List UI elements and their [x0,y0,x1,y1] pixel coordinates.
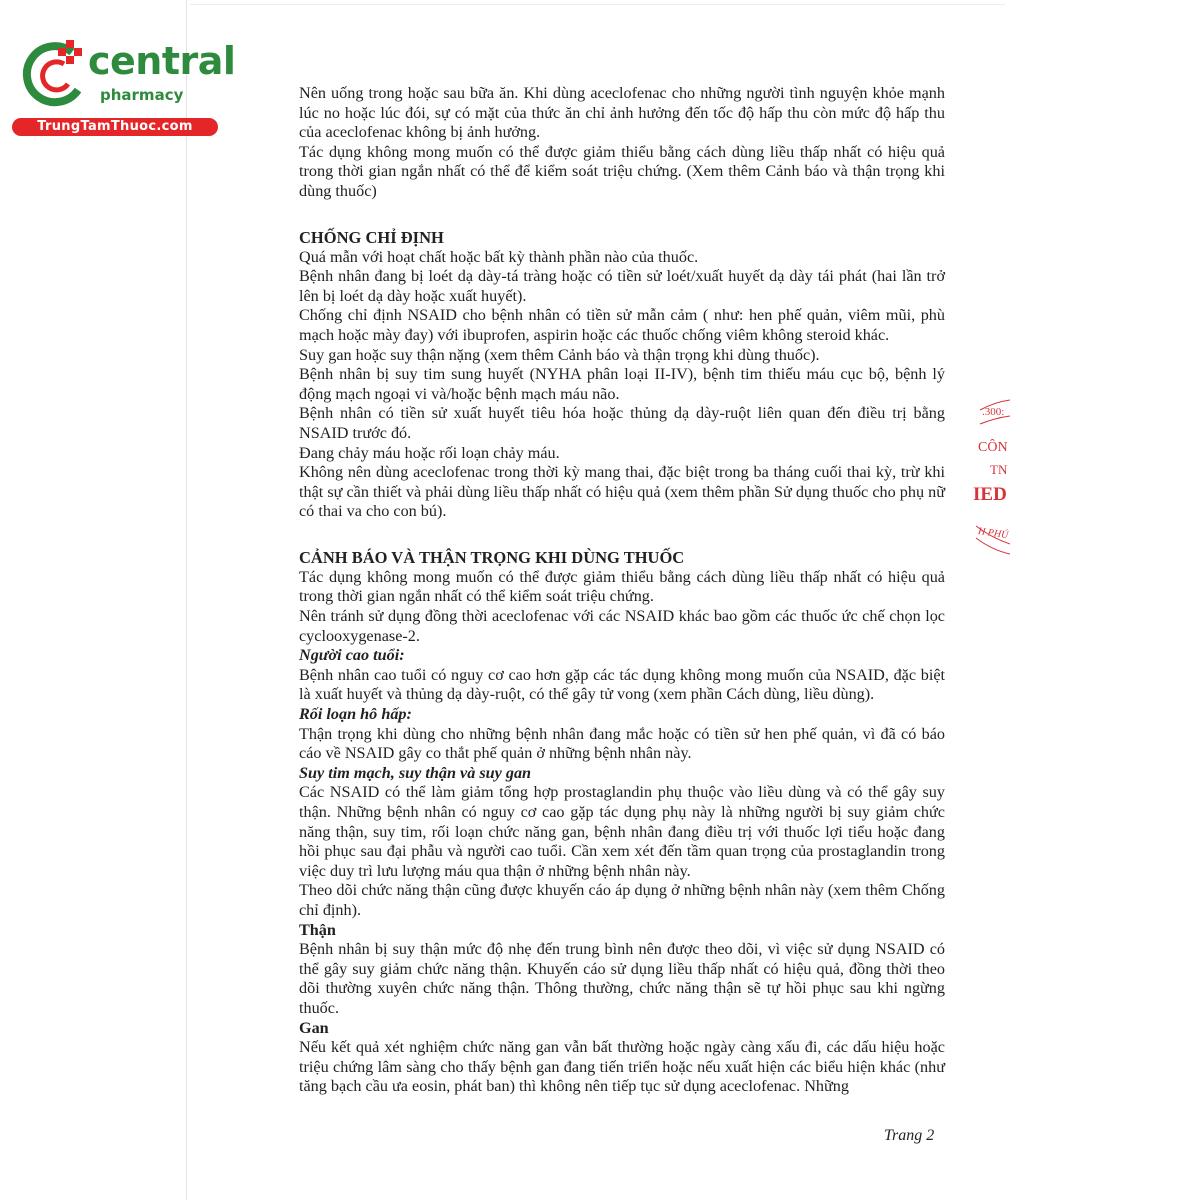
kidney-paragraph: Bệnh nhân bị suy thận mức độ nhẹ đến trung bình nên được theo dõi, vì việc sử dụng NSAID có thể gây suy giảm chức năng thận. Khuyến cáo sử dụng liều thấp nhất có hiệu quả, đồng thời theo dõi thường xuyên chức năng thận. Thông thường, chức năng thận sẽ tự hồi phục sau khi ngừng thuốc. [299,940,945,1017]
subheading-elderly: Người cao tuổi: [299,646,405,665]
logo-sub-text: pharmacy [100,86,184,104]
liver-paragraph: Nếu kết quả xét nghiệm chức năng gan vẫn bất thường hoặc ngày càng xấu đi, các dấu hiệu hoặc triệu chứng lâm sàng cho thấy bệnh gan đang tiến triển hoặc nếu xuất hiện các biểu hiện khác (như tăng bạch cầu ưa eosin, phát ban) thì không nên tiếp tục sử dụng aceclofenac. Những [299,1038,945,1096]
subheading-liver: Gan [299,1018,329,1037]
cardio-paragraph: Các NSAID có thể làm giảm tổng hợp prostaglandin phụ thuộc vào liều dùng và có thể gây suy thận. Những bệnh nhân có nguy cơ cao gặp tác dụng phụ này là những người bị suy giảm chức năng thận, suy tim, rối loạn chức năng gan, bệnh nhân đang điều trị với thuốc lợi tiểu hoặc đang hồi phục sau đại phẫu và người cao tuổi. Cần xem xét đến tầm quan trọng của prostaglandin trong việc duy trì lưu lượng máu qua thận ở những bệnh nhân này. [299,783,945,880]
contraindication-item: Quá mẫn với hoạt chất hoặc bất kỳ thành phần nào của thuốc. [299,247,699,266]
stamp-text: IED [973,484,1007,505]
logo-website-badge[interactable]: TrungTamThuoc.com [12,118,218,136]
logo-brand-text: central [88,39,236,83]
pharmacy-cross-logo-icon [20,38,90,108]
cardio-paragraph: Theo dõi chức năng thận cũng được khuyến cáo áp dụng ở những bệnh nhân này (xem thêm Chống chỉ định). [299,881,945,919]
subheading-cardio-renal-hepatic: Suy tim mạch, suy thận và suy gan [299,763,532,782]
stamp-text: H PHÚ [977,525,1009,542]
contraindication-item: Suy gan hoặc suy thận nặng (xem thêm Cảnh báo và thận trọng khi dùng thuốc). [299,345,820,364]
section-heading-warnings: CẢNH BÁO VÀ THẬN TRỌNG KHI DÙNG THUỐC [299,547,685,567]
elderly-paragraph: Bệnh nhân cao tuổi có nguy cơ cao hơn gặp các tác dụng không mong muốn của NSAID, đặc biệt là xuất huyết và thủng dạ dày-ruột, có thể gây tử vong (xem phần Cách dùng, liều dùng). [299,665,945,704]
stamp-text: TN [990,462,1008,477]
document-body [299,84,945,1097]
contraindication-item: Bệnh nhân đang bị loét dạ dày-tá tràng hoặc có tiền sử loét/xuất huyết dạ dày tái phát (hai lần trở lên bị loét dạ dày hoặc xuất huyết). [299,267,945,305]
intro-paragraph: Tác dụng không mong muốn có thể được giảm thiểu bằng cách dùng liều thấp nhất có hiệu quả trong thời gian ngắn nhất có thể để kiểm soát triệu chứng. (Xem thêm Cảnh báo và thận trọng khi dùng thuốc) [299,142,945,200]
stamp-text: .300: [982,406,1005,418]
warnings-paragraph: Tác dụng không mong muốn có thể được giảm thiểu bằng cách dùng liều thấp nhất có hiệu quả trong thời gian ngắn nhất có thể kiểm soát triệu chứng. [299,567,945,606]
central-pharmacy-logo[interactable] [10,38,236,136]
scan-page-edge-top [190,4,1005,5]
contraindication-item: Chống chỉ định NSAID cho bệnh nhân có tiền sử mẫn cảm ( như: hen phế quản, viêm mũi, phù mạch hoặc mày đay) với ibuprofen, aspirin hoặc các thuốc chống viêm không steroid khác. [299,306,945,344]
contraindication-item: Bệnh nhân có tiền sử xuất huyết tiêu hóa hoặc thủng dạ dày-ruột liên quan đến điều trị bằng NSAID trước đó. [299,404,945,442]
stamp-text: CÔN [978,440,1008,455]
warnings-paragraph: Nên tránh sử dụng đồng thời aceclofenac với các NSAID khác bao gồm các thuốc ức chế chọn lọc cyclooxygenase-2. [299,607,945,645]
contraindication-item: Không nên dùng aceclofenac trong thời kỳ mang thai, đặc biệt trong ba tháng cuối thai kỳ, trừ khi thật sự cần thiết và phải dùng liều thấp nhất có hiệu quả (xem thêm phần Sử dụng thuốc cho phụ nữ có thai va cho con bú). [299,463,945,521]
section-heading-contraindications: CHỐNG CHỈ ĐỊNH [299,227,444,247]
intro-paragraph: Nên uống trong hoặc sau bữa ăn. Khi dùng aceclofenac cho những người tình nguyện khỏe mạnh lúc no hoặc lúc đói, sự có mặt của thức ăn chỉ ảnh hưởng đến tốc độ hấp thu còn mức độ hấp thu của aceclofenac không bị ảnh hưởng. [299,84,945,142]
page-number: Trang 2 [884,1127,935,1144]
subheading-respiratory: Rối loạn hô hấp: [299,705,412,724]
contraindication-item: Bệnh nhân bị suy tim sung huyết (NYHA phân loại II-IV), bệnh tim thiếu máu cục bộ, bệnh lý động mạch ngoại vi và/hoặc bệnh mạch máu não. [299,365,945,403]
respiratory-paragraph: Thận trọng khi dùng cho những bệnh nhân đang mắc hoặc có tiền sử hen phế quản, vì đã có báo cáo về NSAID gây co thắt phế quản ở những bệnh nhân này. [299,724,945,763]
company-stamp-fragment [970,398,1010,558]
scan-page-edge-left [186,0,187,1200]
subheading-kidney: Thận [299,920,336,939]
contraindication-item: Đang chảy máu hoặc rối loạn chảy máu. [299,443,560,462]
